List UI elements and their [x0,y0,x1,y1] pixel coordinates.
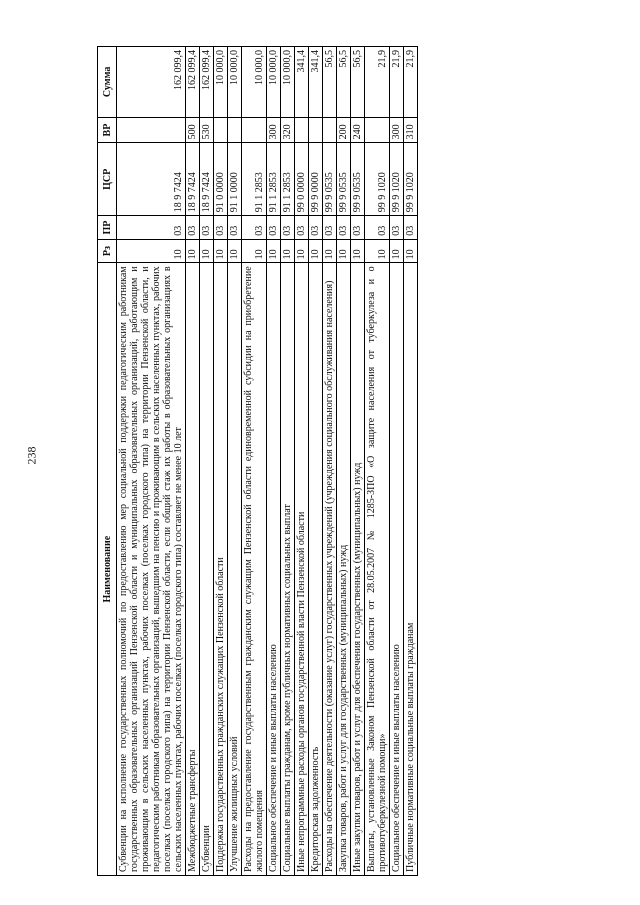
cell-csr: 91 1 2853 [281,143,295,216]
cell-vr: 300 [267,117,281,143]
cell-sum: 10 000,0 [242,47,267,118]
cell-sum: 21,9 [365,47,390,118]
cell-vr [295,117,309,143]
header-csr: ЦСР [98,143,117,216]
cell-csr: 18 9 7424 [117,143,186,216]
cell-rz: 10 [200,239,214,263]
cell-name: Расходы на обеспечение деятельности (оказание услуг) государственных учреждений (учреждения социального обслуживания населения) [323,263,337,876]
cell-name: Иные закупки товаров, работ и услуг для обеспечения государственных (муниципальных) нужд [351,263,365,876]
cell-sum: 10 000,0 [267,47,281,118]
cell-rz: 10 [323,239,337,263]
cell-csr: 99 9 1020 [390,143,404,216]
cell-csr: 99 0 0000 [295,143,309,216]
cell-vr: 530 [200,117,214,143]
cell-name: Социальное обеспечение и иные выплаты населению [390,263,404,876]
table-row [214,47,228,876]
cell-name: Поддержка государственных гражданских служащих Пензенской области [214,263,228,876]
table-row [365,47,390,876]
table-row [117,47,186,876]
cell-csr: 99 9 1020 [404,143,418,216]
table-row [281,47,295,876]
cell-vr [117,117,186,143]
cell-rz: 10 [242,239,267,263]
cell-name: Выплаты, установленные Законом Пензенской области от 28.05.2007 № 1285-ЗПО «О защите населения от туберкулеза и о противотуберкулезной помощи» [365,263,390,876]
page-number: 238 [24,446,39,465]
table-row [267,47,281,876]
cell-rz: 10 [309,239,323,263]
cell-csr: 18 9 7424 [186,143,200,216]
cell-name: Социальное обеспечение и иные выплаты населению [267,263,281,876]
table-row [295,47,309,876]
cell-rz: 10 [351,239,365,263]
cell-name: Расходы на предоставление государственным гражданским служащим Пензенской области единовременной субсидии на приобретение жилого помещения [242,263,267,876]
cell-rz: 10 [186,239,200,263]
cell-csr: 91 1 2853 [242,143,267,216]
cell-vr [228,117,242,143]
header-sum: Сумма [98,47,117,118]
cell-pr: 03 [186,216,200,240]
cell-rz: 10 [267,239,281,263]
cell-vr [323,117,337,143]
cell-sum: 162 099,4 [186,47,200,118]
table-row [242,47,267,876]
cell-sum: 56,5 [323,47,337,118]
table-row [390,47,404,876]
cell-rz: 10 [295,239,309,263]
cell-pr: 03 [228,216,242,240]
table-row [351,47,365,876]
cell-pr: 03 [214,216,228,240]
cell-rz: 10 [390,239,404,263]
table-row [323,47,337,876]
cell-csr: 99 9 0535 [351,143,365,216]
cell-name: Кредиторская задолженность [309,263,323,876]
cell-csr: 99 9 0535 [323,143,337,216]
cell-rz: 10 [214,239,228,263]
cell-vr [309,117,323,143]
header-pr: ПР [98,216,117,240]
cell-pr: 03 [281,216,295,240]
cell-pr: 03 [351,216,365,240]
table-body [117,47,418,876]
cell-vr: 310 [404,117,418,143]
cell-pr: 03 [267,216,281,240]
table-header [98,47,117,876]
cell-rz: 10 [337,239,351,263]
cell-rz: 10 [404,239,418,263]
cell-sum: 10 000,0 [228,47,242,118]
cell-sum: 10 000,0 [281,47,295,118]
cell-rz: 10 [228,239,242,263]
cell-vr [365,117,390,143]
table-row [337,47,351,876]
budget-table [97,46,418,876]
cell-pr: 03 [365,216,390,240]
cell-pr: 03 [309,216,323,240]
cell-sum: 341,4 [309,47,323,118]
cell-csr: 18 9 7424 [200,143,214,216]
cell-name: Улучшение жилищных условий [228,263,242,876]
cell-vr: 240 [351,117,365,143]
header-vr: ВР [98,117,117,143]
table-row [404,47,418,876]
cell-sum: 162 099,4 [117,47,186,118]
header-row [98,47,117,876]
cell-sum: 56,5 [351,47,365,118]
cell-sum: 21,9 [390,47,404,118]
cell-csr: 91 1 2853 [267,143,281,216]
cell-sum: 162 099,4 [200,47,214,118]
header-rz: Рз [98,239,117,263]
cell-pr: 03 [390,216,404,240]
cell-name: Социальные выплаты гражданам, кроме публичных нормативных социальных выплат [281,263,295,876]
table-row [200,47,214,876]
cell-csr: 99 9 0000 [309,143,323,216]
header-name: Наименование [98,263,117,876]
cell-vr: 300 [390,117,404,143]
table-row [228,47,242,876]
table-container [97,46,539,876]
cell-name: Субвенции [200,263,214,876]
cell-csr: 91 1 0000 [228,143,242,216]
cell-rz: 10 [117,239,186,263]
cell-rz: 10 [365,239,390,263]
cell-pr: 03 [117,216,186,240]
cell-vr: 500 [186,117,200,143]
cell-sum: 56,5 [337,47,351,118]
cell-rz: 10 [281,239,295,263]
table-row [309,47,323,876]
cell-pr: 03 [242,216,267,240]
table-row [186,47,200,876]
cell-name: Иные непрограммные расходы органов государственной власти Пензенской области [295,263,309,876]
cell-csr: 99 9 1020 [365,143,390,216]
cell-sum: 341,4 [295,47,309,118]
cell-name: Публичные нормативные социальные выплаты гражданам [404,263,418,876]
cell-csr: 99 9 0535 [337,143,351,216]
cell-pr: 03 [295,216,309,240]
cell-csr: 91 0 0000 [214,143,228,216]
cell-name: Субвенции на исполнение государственных полномочий по предоставлению мер социальной поддержки педагогическим работникам государственных образовательных организаций Пензенской области и муниципальных образовательных организаций, работающим и проживающим в сельских населенных пунктах, рабочих поселках (поселках городского типа) на территории Пензенской области, и педагогическим работникам образовательных организаций, вышедшим на пенсию и проживающим в сельских населенных пунктах, рабочих поселках (поселках городского типа) на территории Пензенской области, если общий стаж их работы в образовательных организациях в сельских населенных пунктах, рабочих поселках (поселках городского типа) составляет не менее 10 лет [117,263,186,876]
cell-pr: 03 [323,216,337,240]
cell-name: Межбюджетные трансферты [186,263,200,876]
cell-vr [242,117,267,143]
cell-vr: 200 [337,117,351,143]
cell-name: Закупка товаров, работ и услуг для государственных (муниципальных) нужд [337,263,351,876]
cell-pr: 03 [404,216,418,240]
cell-sum: 10 000,0 [214,47,228,118]
cell-vr [214,117,228,143]
cell-pr: 03 [337,216,351,240]
cell-pr: 03 [200,216,214,240]
cell-sum: 21,9 [404,47,418,118]
cell-vr: 320 [281,117,295,143]
